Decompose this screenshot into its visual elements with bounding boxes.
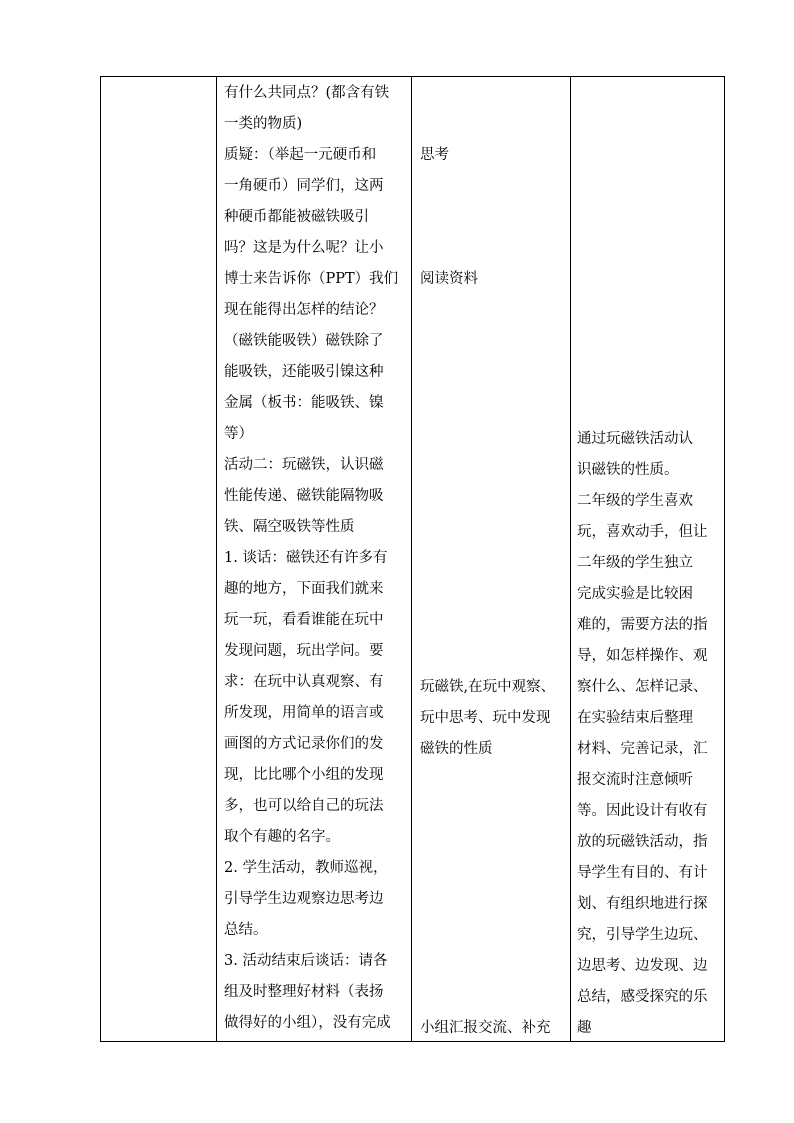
text-line: 在实验结束后整理: [577, 710, 693, 726]
text-line: 一类的物质): [224, 116, 303, 132]
column-divider: [411, 77, 412, 1041]
text-line: 金属（板书：能吸铁、镍: [224, 395, 384, 411]
text-line: 察什么、怎样记录、: [577, 679, 708, 695]
text-line: 总结。: [224, 922, 268, 938]
text-line: 玩中思考、玩中发现: [420, 710, 551, 726]
text-line: 活动二：玩磁铁，认识磁: [224, 457, 384, 473]
column-1-cell: [101, 77, 216, 1041]
text-line: 划、有组织地进行探: [577, 896, 708, 912]
design-intent-cell: [577, 77, 723, 1041]
text-line: 导，如怎样操作、观: [577, 648, 708, 664]
text-line: 做得好的小组），没有完成: [224, 1015, 391, 1031]
text-line: 铁、隔空吸铁等性质: [224, 519, 355, 535]
text-line: 放的玩磁铁活动，指: [577, 834, 708, 850]
text-line: （磁铁能吸铁）磁铁除了: [224, 333, 384, 349]
text-line: 总结，感受探究的乐: [577, 989, 708, 1005]
text-line: 趣的地方，下面我们就来: [224, 581, 384, 597]
text-line: 阅读资料: [420, 271, 478, 287]
text-line: 发现问题，玩出学问。要: [224, 643, 384, 659]
text-line: 玩，喜欢动手，但让: [577, 524, 708, 540]
text-line: 等。因此设计有收有: [577, 803, 708, 819]
text-line: 趣: [577, 1020, 592, 1036]
text-line: 识磁铁的性质。: [577, 462, 679, 478]
lesson-plan-table: [100, 76, 725, 1042]
text-line: 小组汇报交流、补充: [420, 1020, 551, 1036]
text-line: 吗？这是为什么呢？让小: [224, 240, 384, 256]
student-activity-cell: [420, 77, 570, 1041]
text-line: 质疑：（举起一元硬币和: [224, 147, 377, 163]
text-line: 二年级的学生喜欢: [577, 493, 693, 509]
text-line: 现，比比哪个小组的发现: [224, 767, 384, 783]
text-line: 一角硬币）同学们，这两: [224, 178, 384, 194]
text-line: 究，引导学生边玩、: [577, 927, 708, 943]
text-line: 等）: [224, 426, 253, 442]
text-line: 思考: [420, 147, 449, 163]
text-line: 通过玩磁铁活动认: [577, 431, 693, 447]
text-line: 3. 活动结束后谈话：请各: [224, 953, 388, 969]
text-line: 博士来告诉你（PPT）我们: [224, 271, 399, 287]
text-line: 所发现，用简单的语言或: [224, 705, 384, 721]
text-line: 引导学生边观察边思考边: [224, 891, 384, 907]
text-line: 磁铁的性质: [420, 741, 493, 757]
text-line: 玩一玩，看看谁能在玩中: [224, 612, 384, 628]
text-line: 画图的方式记录你们的发: [224, 736, 384, 752]
text-line: 难的，需要方法的指: [577, 617, 708, 633]
text-line: 报交流时注意倾听: [577, 772, 693, 788]
text-line: 现在能得出怎样的结论？: [224, 302, 384, 318]
text-line: 有什么共同点？(都含有铁: [224, 85, 390, 101]
text-line: 求：在玩中认真观察、有: [224, 674, 384, 690]
text-line: 取个有趣的名字。: [224, 829, 340, 845]
text-line: 性能传递、磁铁能隔物吸: [224, 488, 384, 504]
teacher-activity-cell: [224, 77, 409, 1041]
text-line: 多，也可以给自己的玩法: [224, 798, 384, 814]
text-line: 能吸铁，还能吸引镍这种: [224, 364, 384, 380]
column-divider: [570, 77, 571, 1041]
text-line: 玩磁铁,在玩中观察、: [420, 679, 556, 695]
column-divider: [216, 77, 217, 1041]
text-line: 种硬币都能被磁铁吸引: [224, 209, 369, 225]
text-line: 材料、完善记录，汇: [577, 741, 708, 757]
text-line: 边思考、边发现、边: [577, 958, 708, 974]
text-line: 导学生有目的、有计: [577, 865, 708, 881]
text-line: 二年级的学生独立: [577, 555, 693, 571]
text-line: 1. 谈话：磁铁还有许多有: [224, 550, 388, 566]
text-line: 2. 学生活动，教师巡视，: [224, 860, 388, 876]
text-line: 组及时整理好材料（表扬: [224, 984, 384, 1000]
text-line: 完成实验是比较困: [577, 586, 693, 602]
